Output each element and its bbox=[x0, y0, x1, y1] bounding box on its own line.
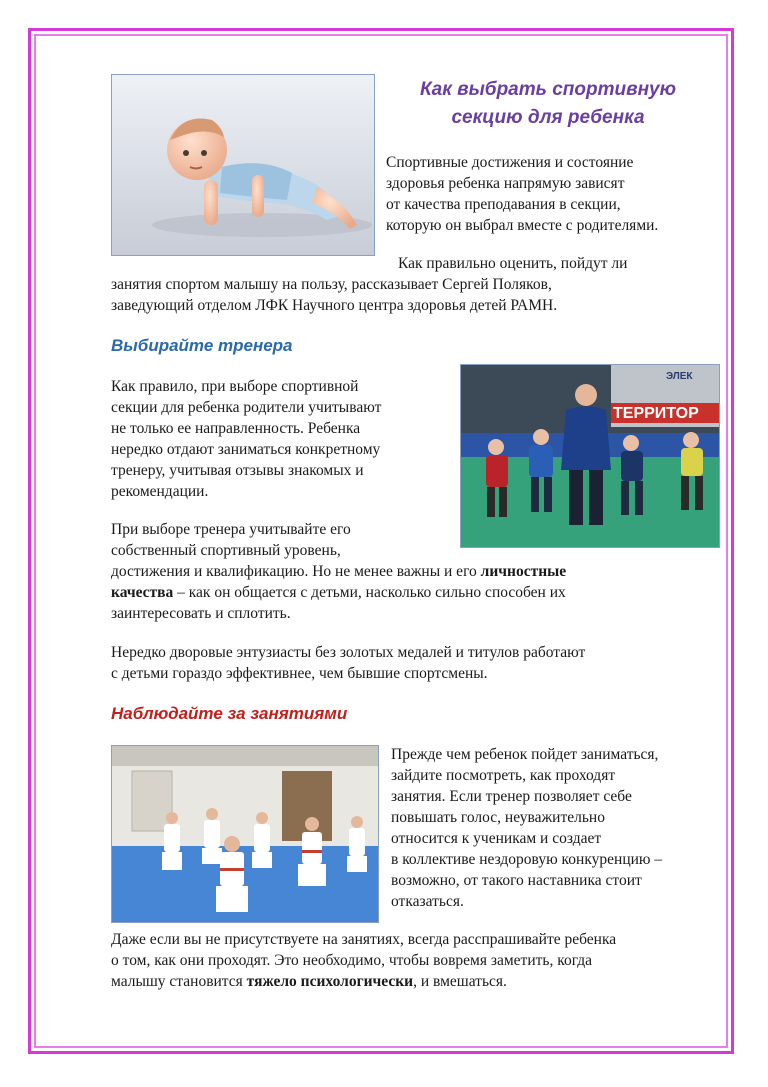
intro-line: которую он выбрал вместе с родителями. bbox=[386, 217, 659, 234]
intro-line: Спортивные достижения и состояние bbox=[386, 154, 634, 171]
article-title-line1: Как выбрать спортивную bbox=[419, 79, 677, 100]
intro-line: здоровья ребенка напрямую зависят bbox=[386, 175, 625, 192]
baby-pushup-photo bbox=[111, 74, 375, 256]
section-heading-observe-classes: Наблюдайте за занятиями bbox=[111, 704, 348, 723]
section1-p1-line: не только ее направленность. Ребенка bbox=[111, 420, 361, 437]
section1-p2-line bbox=[111, 582, 731, 603]
section1-p1-line: нередко отдают заниматься конкретному bbox=[111, 441, 381, 458]
section2-p1-line: относится к ученикам и создает bbox=[391, 830, 602, 847]
section2-p2-line bbox=[111, 971, 736, 992]
section2-p1-line: отказаться. bbox=[391, 893, 464, 910]
banner-text-1: ЭЛЕК bbox=[666, 371, 693, 382]
article-title-line2: секцию для ребенка bbox=[451, 107, 645, 128]
intro2-line: Как правильно оценить, пойдут ли bbox=[398, 255, 628, 272]
section1-paragraph-2 bbox=[111, 519, 731, 624]
section1-p3-line: Нередко дворовые энтузиасты без золотых медалей и титулов работают bbox=[111, 644, 586, 661]
section1-p2-bold: личностные bbox=[480, 563, 567, 580]
section1-p2-bold: качества bbox=[111, 584, 174, 601]
section2-p1-line: занятия. Если тренер позволяет себе bbox=[391, 788, 632, 805]
section1-p2-line: При выборе тренера учитывайте его bbox=[111, 521, 351, 538]
section2-p2-line: о том, как они проходят. Это необходимо, чтобы вовремя заметить, когда bbox=[111, 952, 593, 969]
section2-p1-line: зайдите посмотреть, как проходят bbox=[391, 767, 616, 784]
section2-p1-line: в коллективе нездоровую конкуренцию – bbox=[391, 851, 663, 868]
section2-p1-line: повышать голос, неуважительно bbox=[391, 809, 605, 826]
intro2-line: занятия спортом малышу на пользу, рассказывает Сергей Поляков, bbox=[111, 276, 552, 293]
section2-p2-text: , и вмешаться. bbox=[413, 973, 507, 990]
section2-p2-bold: тяжело психологически bbox=[246, 973, 414, 990]
article-title bbox=[398, 76, 698, 132]
section2-paragraph-1 bbox=[391, 744, 736, 912]
intro2-line: заведующий отделом ЛФК Научного центра здоровья детей РАМН. bbox=[111, 297, 558, 314]
intro-line: от качества преподавания в секции, bbox=[386, 196, 621, 213]
section1-p2-text: достижения и квалификацию. Но не менее важны и его bbox=[111, 563, 481, 580]
banner-text-2: ТЕРРИТОР bbox=[613, 405, 699, 422]
intro-paragraph bbox=[386, 152, 736, 236]
section1-p2-line: собственный спортивный уровень, bbox=[111, 542, 341, 559]
section1-p1-line: рекомендации. bbox=[111, 483, 209, 500]
section2-p1-line: возможно, от такого наставника стоит bbox=[391, 872, 642, 889]
karate-class-illustration bbox=[112, 746, 379, 923]
karate-class-photo bbox=[111, 745, 379, 923]
baby-pushup-illustration bbox=[112, 75, 375, 256]
section1-paragraph-3 bbox=[111, 642, 731, 684]
section2-p1-line: Прежде чем ребенок пойдет заниматься, bbox=[391, 746, 659, 763]
section1-p3-line: с детьми гораздо эффективнее, чем бывшие спортсмены. bbox=[111, 665, 488, 682]
section1-p1-line: Как правило, при выборе спортивной bbox=[111, 378, 359, 395]
section2-p2-text: малышу становится bbox=[111, 973, 247, 990]
section1-p2-line: заинтересовать и сплотить. bbox=[111, 605, 291, 622]
section1-paragraph-1 bbox=[111, 376, 451, 502]
section1-p2-line bbox=[111, 561, 731, 582]
section1-p2-text: – как он общается с детьми, насколько сильно способен их bbox=[173, 584, 566, 601]
section1-p1-line: тренеру, учитывая отзывы знакомых и bbox=[111, 462, 364, 479]
section2-paragraph-2 bbox=[111, 929, 736, 992]
section2-p2-line: Даже если вы не присутствуете на занятиях, всегда расспрашивайте ребенка bbox=[111, 931, 617, 948]
intro-paragraph-2 bbox=[111, 253, 731, 316]
section-heading-choose-coach: Выбирайте тренера bbox=[111, 336, 293, 355]
section1-p1-line: секции для ребенка родители учитывают bbox=[111, 399, 382, 416]
